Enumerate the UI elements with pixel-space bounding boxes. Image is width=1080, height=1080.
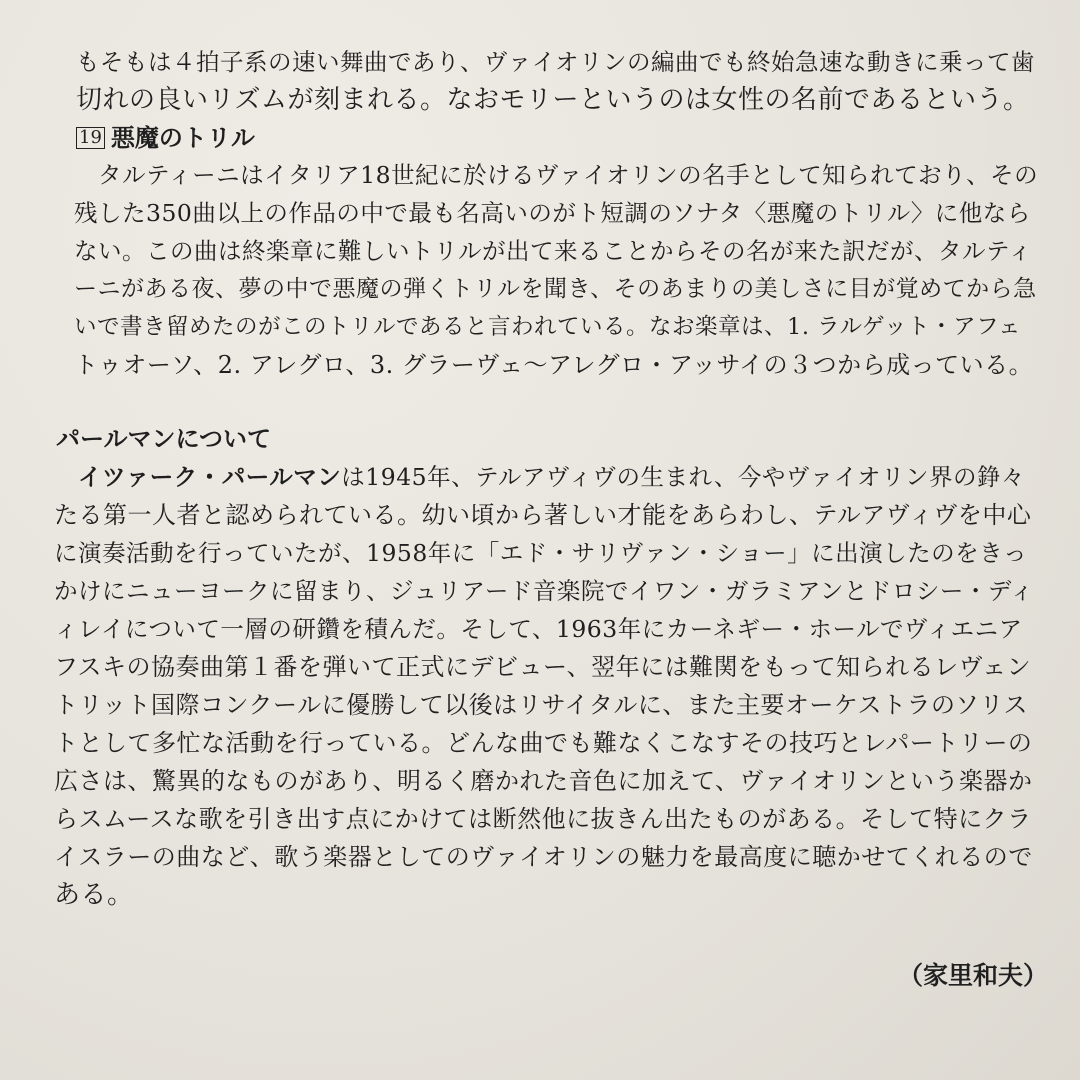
- perlman-line-3: に演奏活動を行っていたが、1958年に「エド・サリヴァン・ショー」に出演したのをきっ: [54, 539, 1028, 567]
- perlman-name: イツァーク・パールマン: [78, 463, 342, 491]
- perlman-line-6: フスキの協奏曲第１番を弾いて正式にデビュー、翌年には難関をもって知られるレヴェン: [54, 653, 1032, 681]
- section-19-line-2: 残した350曲以上の作品の中で最も名高いのがト短調のソナタ〈悪魔のトリル〉に他なら: [74, 199, 1031, 227]
- perlman-line-5: ィレイについて一層の研鑽を積んだ。そして、1963年にカーネギー・ホールでヴィエニア: [54, 615, 1023, 643]
- section-19-line-1: タルティーニはイタリア18世紀に於けるヴァイオリンの名手として知られており、その: [98, 161, 1039, 189]
- intro-line-1: もそもは４拍子系の速い舞曲であり、ヴァイオリンの編曲でも終始急速な動きに乗って歯: [76, 48, 1036, 76]
- author-signature: （家里和夫）: [897, 961, 1048, 990]
- perlman-line-1-rest: は1945年、テルアヴィヴの生まれ、今やヴァイオリン界の錚々: [341, 463, 1025, 491]
- perlman-line-11: イスラーの曲など、歌う楽器としてのヴァイオリンの魅力を最高度に聴かせてくれるので: [54, 843, 1033, 871]
- intro-line-2: 切れの良いリズムが刻まれる。なおモリーというのは女性の名前であるという。: [76, 85, 1030, 115]
- section-19-heading: [76, 121, 255, 155]
- perlman-line-1: [78, 459, 1025, 495]
- section-19-line-5: いで書き留めたのがこのトリルであると言われている。なお楽章は、1. ラルゲット・アフェ: [74, 314, 1021, 340]
- perlman-line-9: 広さは、驚異的なものがあり、明るく磨かれた音色に加えて、ヴァイオリンという楽器か: [54, 767, 1033, 795]
- section-19-title: 悪魔のトリル: [110, 124, 255, 152]
- perlman-line-2: たる第一人者と認められている。幼い頃から著しい才能をあらわし、テルアヴィヴを中心: [54, 501, 1032, 529]
- perlman-line-10: らスムースな歌を引き出す点にかけては断然他に抜きん出たものがある。そして特にクラ: [54, 805, 1032, 833]
- section-19-line-4: ーニがある夜、夢の中で悪魔の弾くトリルを聞き、そのあまりの美しさに目が覚めてから急: [74, 276, 1037, 302]
- perlman-line-12: ある。: [54, 880, 134, 910]
- section-19-line-3: ない。この曲は終楽章に難しいトリルが出て来ることからその名が来た訳だが、タルティ: [74, 237, 1033, 265]
- perlman-line-7: トリット国際コンクールに優勝して以後はリサイタルに、また主要オーケストラのソリス: [54, 691, 1028, 719]
- perlman-line-4: かけにニューヨークに留まり、ジュリアード音楽院でイワン・ガラミアンとドロシー・ディ: [54, 577, 1035, 605]
- perlman-heading: パールマンについて: [56, 425, 272, 453]
- section-number-box: 19: [76, 127, 105, 149]
- perlman-line-8: トとして多忙な活動を行っている。どんな曲でも難なくこなすその技巧とレパートリーの: [54, 729, 1033, 757]
- section-19-line-6: トゥオーソ、2. アレグロ、3. グラーヴェ～アレグロ・アッサイの３つから成っている。: [74, 351, 1034, 379]
